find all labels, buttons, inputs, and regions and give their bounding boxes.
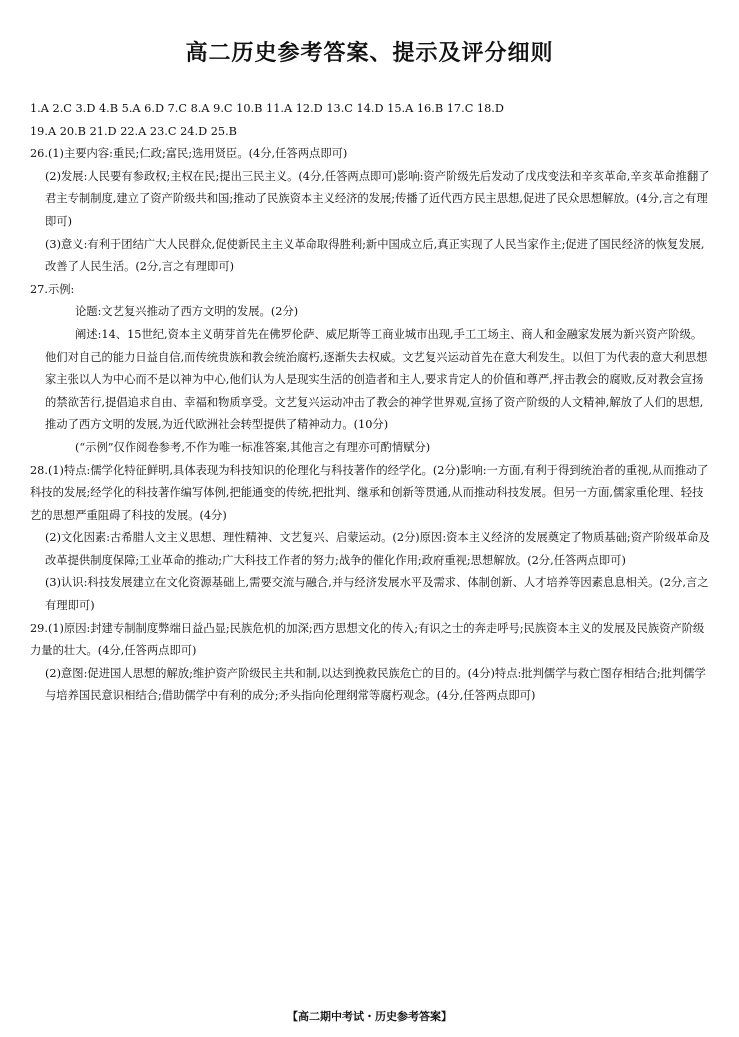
q26-part1: 26.(1)主要内容:重民;仁政;富民;选用贤臣。(4分,任答两点即可): [30, 147, 348, 161]
q27-thesis: 论题:文艺复兴推动了西方文明的发展。(2分): [75, 305, 299, 319]
q28-part2: (2)文化因素:古希腊人文主义思想、理性精神、文艺复兴、启蒙运动。(2分)原因:资本主义经济的发展奠定了物质基础;资产阶级革命及改革提供制度保障;工业革命的推动;广大科技工作者的努力;战争的催化作用;政府重视;思想解放。(2分,任答两点即可): [45, 531, 710, 567]
q29-part2: (2)意图:促进国人思想的解放;维护资产阶级民主共和制,以达到挽救民族危亡的目的。(4分)特点:批判儒学与救亡图存相结合;批判儒学与培养国民意识相结合;借助儒学中有利的成分;矛头指向伦理纲常等腐朽观念。(4分,任答两点即可): [45, 666, 706, 703]
q26-part3: (3)意义:有利于团结广大人民群众,促使新民主主义革命取得胜利;新中国成立后,真正实现了人民当家作主;促进了国民经济的恢复发展,改善了人民生活。(2分,言之有理即可): [45, 237, 705, 274]
page-title: 高二历史参考答案、提示及评分细则: [185, 41, 554, 66]
q27-argument: 阐述:14、15世纪,资本主义萌芽首先在佛罗伦萨、威尼斯等工商业城市出现,手工工场主、商人和金融家发展为新兴资产阶级。他们对自己的能力日益自信,而传统贵族和教会统治腐朽,逐渐失去权威。文艺复兴运动首先在意大利发生。以但丁为代表的意大利思想家主张以人为中心而不是以神为中心,他们认为人是现实生活的创造者和主人,要求肯定人的价值和尊严,抨击教会的腐败,反对教会宣扬的禁欲苦行,提倡追求自由、幸福和物质享受。文艺复兴运动冲击了教会的神学世界观,宣扬了资产阶级的人文精神,解放了人们的思想,推动了西方文明的发展,为近代欧洲社会转型提供了精神动力。(10分): [45, 327, 708, 432]
q26-part2: (2)发展:人民要有参政权;主权在民;提出三民主义。(4分,任答两点即可)影响:资产阶级先后发动了戊戌变法和辛亥革命,辛亥革命推翻了君主专制制度,建立了资产阶级共和国;推动了民族资本主义经济的发展;传播了近代西方民主思想,促进了民众思想解放。(4分,言之有理即可): [45, 169, 710, 228]
answer-content: [30, 98, 712, 708]
q27-heading: 27.示例:: [30, 282, 75, 296]
q27-note: (“示例”仅作阅卷参考,不作为唯一标准答案,其他言之有理亦可酌情赋分): [75, 440, 431, 454]
mc-answers-line-1: 1.A 2.C 3.D 4.B 5.A 6.D 7.C 8.A 9.C 10.B 11.A 12.D 13.C 14.D 15.A 16.B 17.C 18.D: [30, 102, 504, 115]
q29-part1: 29.(1)原因:封建专制制度弊端日益凸显;民族危机的加深;西方思想文化的传入;有识之士的奔走呼号;民族资本主义的发展及民族资产阶级力量的壮大。(4分,任答两点即可): [30, 621, 705, 658]
q28-part1: 28.(1)特点:儒学化特征鲜明,具体表现为科技知识的伦理化与科技著作的经学化。(2分)影响:一方面,有利于得到统治者的重视,从而推动了科技的发展;经学化的科技著作编写体例,把能通变的传统,把批判、继承和创新等贯通,从而推动科技发展。但另一方面,儒家重伦理、轻技艺的思想严重阻碍了科技的发展。(4分): [30, 463, 709, 522]
q28-part3: (3)认识:科技发展建立在文化资源基础上,需要交流与融合,并与经济发展水平及需求、体制创新、人才培养等因素息息相关。(2分,言之有理即可): [45, 576, 709, 613]
page-footer: 【高二期中考试・历史参考答案】: [287, 1010, 452, 1023]
mc-answers-line-2: 19.A 20.B 21.D 22.A 23.C 24.D 25.B: [30, 124, 237, 138]
